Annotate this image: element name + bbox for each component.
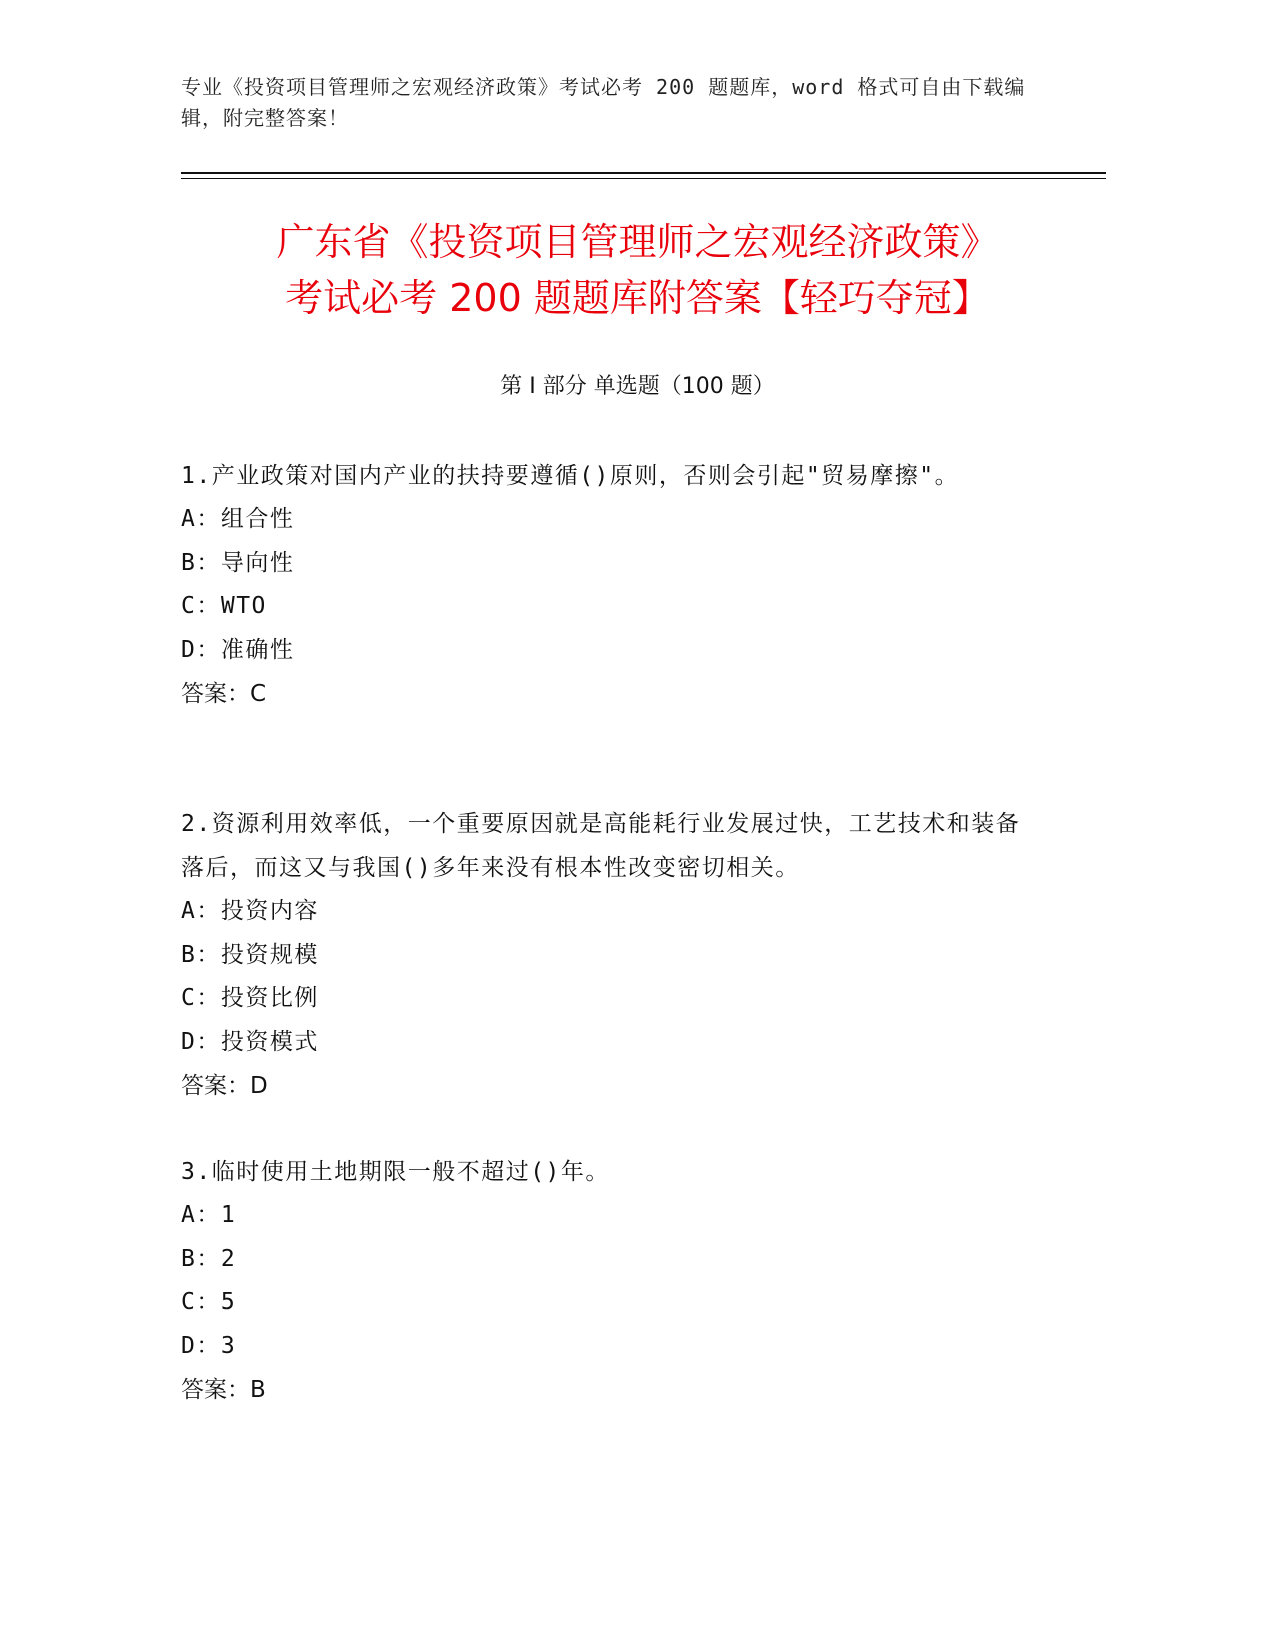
option-c: C：投资比例 (181, 985, 319, 1011)
answer: 答案：B (181, 1377, 266, 1403)
question-1 (181, 454, 1021, 716)
option-c: C：WTO (181, 593, 267, 619)
question-3 (181, 1150, 1021, 1412)
option-d: D：准确性 (181, 636, 295, 663)
question-stem: 3.临时使用土地期限一般不超过()年。 (181, 1159, 610, 1185)
document-title-line-1: 广东省《投资项目管理师之宏观经济政策》 (276, 220, 999, 264)
option-d: D：3 (181, 1332, 237, 1359)
question-stem: 2.资源利用效率低，一个重要原因就是高能耗行业发展过快，工艺技术和装备落后，而这又与我国()多年来没有根本性改变密切相关。 (181, 811, 1021, 881)
option-a: A：投资内容 (181, 898, 319, 924)
option-b: B：2 (181, 1245, 237, 1272)
option-d: D：投资模式 (181, 1028, 319, 1055)
question-2 (181, 802, 1021, 1108)
document-title (150, 214, 1125, 326)
document-title-line-2: 考试必考 200 题题库附答案【轻巧夺冠】 (285, 276, 990, 320)
option-b: B：投资规模 (181, 941, 319, 968)
header-note: 专业《投资项目管理师之宏观经济政策》考试必考 200 题题库，word 格式可自由下载编辑，附完整答案！ (181, 75, 1026, 130)
header-divider-thick (181, 172, 1106, 174)
answer: 答案：C (181, 681, 267, 707)
section-heading: 第 I 部分 单选题（100 题） (500, 374, 775, 399)
answer: 答案：D (181, 1073, 268, 1099)
option-c: C：5 (181, 1289, 237, 1315)
question-stem: 1.产业政策对国内产业的扶持要遵循()原则，否则会引起"贸易摩擦"。 (181, 463, 960, 489)
option-b: B：导向性 (181, 549, 295, 576)
option-a: A：1 (181, 1202, 237, 1228)
option-a: A：组合性 (181, 506, 295, 532)
header-divider-thin (181, 178, 1106, 179)
